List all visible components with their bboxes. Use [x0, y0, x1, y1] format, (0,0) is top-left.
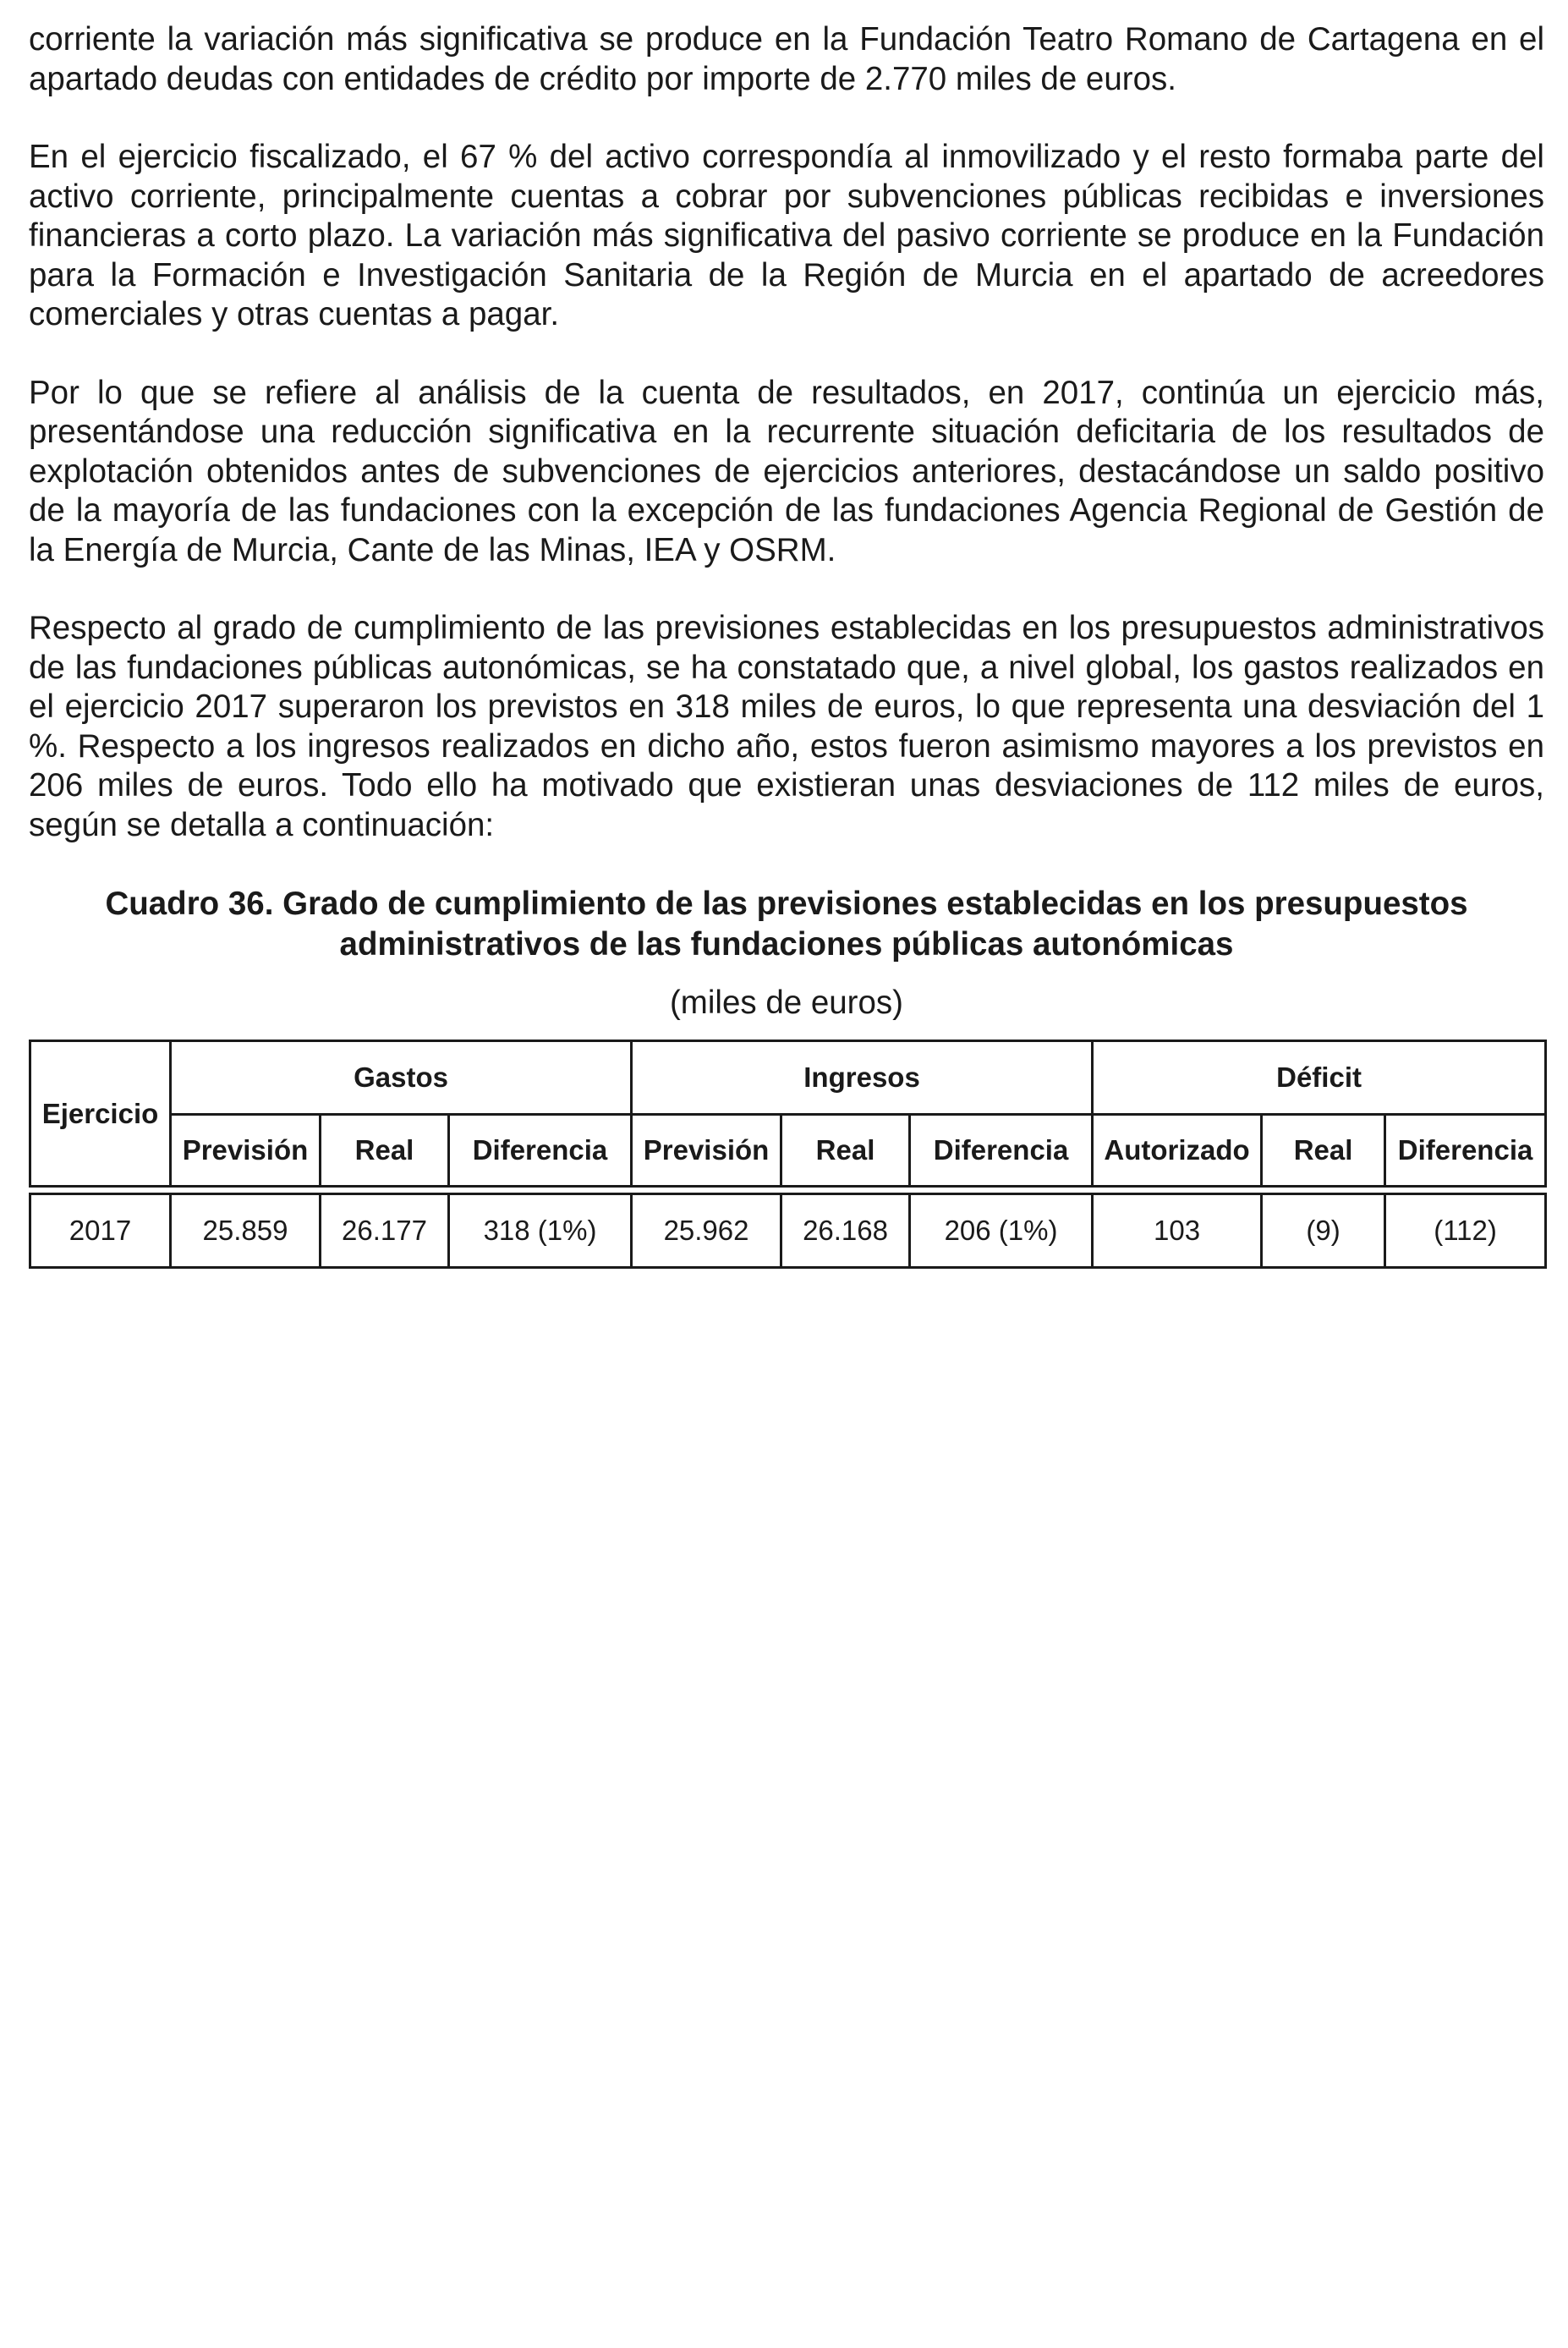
cell-gastos-prevision: 25.859: [171, 1194, 321, 1268]
table-separator: [30, 1187, 1546, 1194]
cell-ingresos-diferencia: 206 (1%): [910, 1194, 1093, 1268]
header-gastos-prevision: Previsión: [171, 1115, 321, 1187]
header-deficit-autorizado: Autorizado: [1093, 1115, 1262, 1187]
paragraph-1: corriente la variación más significativa se produce en la Fundación Teatro Romano de Cartagena en el apartado deudas con entidades de crédito por importe de 2.770 miles de euros.: [29, 21, 1544, 97]
header-ingresos: Ingresos: [632, 1041, 1093, 1115]
cell-ejercicio: 2017: [30, 1194, 171, 1268]
header-ingresos-prevision: Previsión: [632, 1115, 781, 1187]
header-ingresos-diferencia: Diferencia: [910, 1115, 1093, 1187]
header-ingresos-real: Real: [781, 1115, 910, 1187]
header-gastos-diferencia: Diferencia: [449, 1115, 632, 1187]
cell-gastos-diferencia: 318 (1%): [449, 1194, 632, 1268]
table-units: (miles de euros): [669, 985, 903, 1021]
paragraph-3: Por lo que se refiere al análisis de la cuenta de resultados, en 2017, continúa un ejercicio más, presentándose una reducción significativa en la recurrente situación deficitaria de los resultados de explotación obtenidos antes de subvenciones de ejercicios anteriores, destacándose un saldo positivo de la mayoría de las fundaciones con la excepción de las fundaciones Agencia Regional de Gestión de la Energía de Murcia, Cante de las Minas, IEA y OSRM.: [29, 374, 1544, 568]
table-header-row-2: [30, 1115, 1546, 1187]
header-gastos: Gastos: [171, 1041, 632, 1115]
table-caption: [29, 884, 1544, 965]
table-row: [30, 1194, 1546, 1268]
header-deficit-diferencia: Diferencia: [1385, 1115, 1546, 1187]
header-deficit: Déficit: [1093, 1041, 1546, 1115]
table-caption-line-1: Cuadro 36. Grado de cumplimiento de las previsiones establecidas en los presupuestos: [105, 886, 1468, 922]
table-caption-line-2: administrativos de las fundaciones públicas autonómicas: [339, 926, 1234, 963]
cell-deficit-diferencia: (112): [1385, 1194, 1546, 1268]
header-deficit-real: Real: [1262, 1115, 1385, 1187]
paragraph-2: En el ejercicio fiscalizado, el 67 % del activo correspondía al inmovilizado y el resto formaba parte del activo corriente, principalmente cuentas a cobrar por subvenciones públicas recibidas e inversiones financieras a corto plazo. La variación más significativa del pasivo corriente se produce en la Fundación para la Formación e Investigación Sanitaria de la Región de Murcia en el apartado de acreedores comerciales y otras cuentas a pagar.: [29, 139, 1544, 332]
table-header-row-1: [30, 1041, 1546, 1115]
budget-compliance-table: [29, 1040, 1547, 1269]
cell-deficit-autorizado: 103: [1093, 1194, 1262, 1268]
cell-ingresos-prevision: 25.962: [632, 1194, 781, 1268]
cell-gastos-real: 26.177: [321, 1194, 449, 1268]
cell-deficit-real: (9): [1262, 1194, 1385, 1268]
paragraph-4: Respecto al grado de cumplimiento de las previsiones establecidas en los presupuestos administrativos de las fundaciones públicas autonómicas, se ha constatado que, a nivel global, los gastos realizados en el ejercicio 2017 superaron los previstos en 318 miles de euros, lo que representa una desviación del 1 %. Respecto a los ingresos realizados en dicho año, estos fueron asimismo mayores a los previstos en 206 miles de euros. Todo ello ha motivado que existieran unas desviaciones de 112 miles de euros, según se detalla a continuación:: [29, 610, 1544, 843]
header-gastos-real: Real: [321, 1115, 449, 1187]
header-ejercicio: Ejercicio: [30, 1041, 171, 1187]
document-page: [29, 20, 1544, 1269]
cell-ingresos-real: 26.168: [781, 1194, 910, 1268]
